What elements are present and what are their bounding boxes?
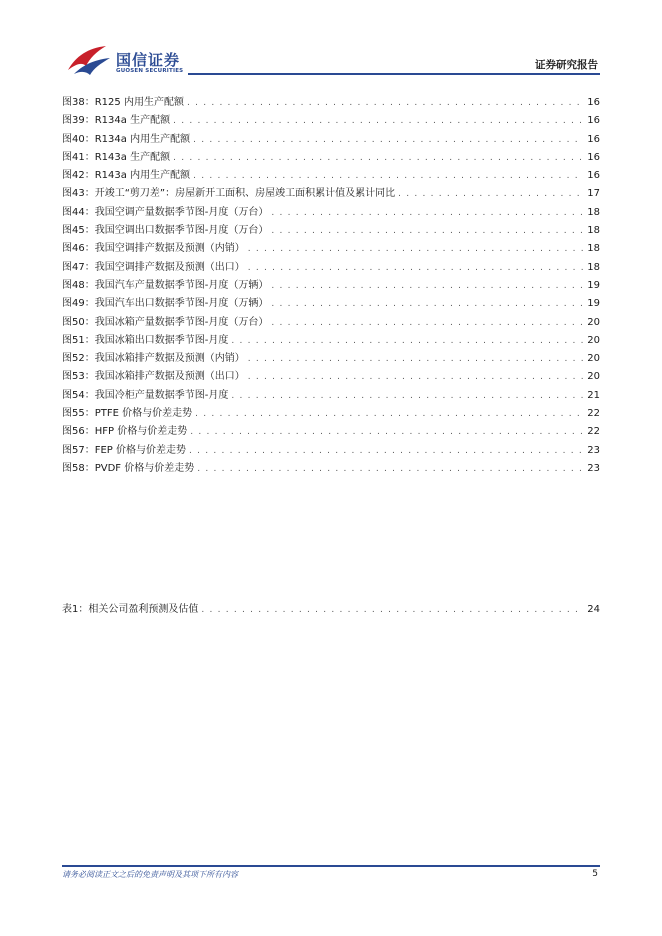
toc-leader-dots [271,208,583,218]
toc-entry-page: 16 [587,151,600,163]
toc-entry-title: 我国空调排产数据及预测（出口） [94,261,245,273]
toc-entry-label: 图47： [62,261,95,273]
toc-entry-title: 我国冰箱排产数据及预测（内销） [94,353,245,365]
toc-entry[interactable] [62,276,600,294]
toc-leader-dots [398,189,583,199]
toc-entry-label: 图49： [62,298,95,310]
toc-entry-page: 19 [587,279,600,291]
toc-entry-label: 图51： [62,334,95,346]
toc-entry-title: R134a 生产配额 [94,115,171,127]
toc-entry-page: 18 [587,206,600,218]
toc-leader-dots [189,446,583,456]
toc-entry-title: R143a 内用生产配额 [94,170,191,182]
toc-leader-dots [271,318,583,328]
toc-leader-dots [195,409,583,419]
toc-entry[interactable] [62,148,600,166]
header-divider [188,73,600,75]
toc-entry-page: 16 [587,170,600,182]
toc-entry-page: 18 [587,243,600,255]
toc-entry[interactable] [62,349,600,367]
toc-entry[interactable] [62,166,600,184]
toc-entry-label: 图58： [62,462,95,474]
toc-entry[interactable] [62,221,600,239]
toc-entry-label: 图43： [62,188,95,200]
guosen-logo-icon [66,44,112,76]
toc-entry[interactable] [62,111,600,129]
toc-entry-label: 表1： [62,604,89,615]
toc-entry-label: 图41： [62,151,95,163]
toc-entry-title: R134a 内用生产配额 [94,133,191,145]
table-toc-list [62,600,600,618]
toc-leader-dots [187,98,583,108]
toc-leader-dots [271,226,583,236]
toc-leader-dots [173,116,583,126]
toc-entry-page: 20 [587,371,600,383]
toc-entry[interactable] [62,239,600,257]
toc-entry-page: 16 [587,97,600,108]
report-type: 证券研究报告 [535,59,598,71]
toc-entry-page: 20 [587,353,600,365]
toc-entry-page: 23 [587,444,600,456]
toc-entry-title: 我国冷柜产量数据季节图-月度 [94,389,229,401]
toc-entry-page: 23 [587,462,600,474]
toc-entry-title: 我国冰箱出口数据季节图-月度 [94,334,229,346]
toc-entry-page: 16 [587,133,600,145]
toc-entry-page: 20 [587,334,600,346]
toc-entry-page: 18 [587,261,600,273]
toc-entry-label: 图40： [62,133,95,145]
toc-leader-dots [201,605,583,615]
toc-entry-title: 我国冰箱产量数据季节图-月度（万台） [94,316,269,328]
toc-entry-label: 图48： [62,279,95,291]
toc-entry-page: 18 [587,225,600,237]
toc-entry[interactable] [62,459,600,477]
toc-entry-title: R143a 生产配额 [94,151,171,163]
toc-entry-title: 我国汽车产量数据季节图-月度（万辆） [94,279,269,291]
toc-entry-title: PTFE 价格与价差走势 [94,408,193,420]
toc-entry-page: 22 [587,426,600,438]
toc-entry-label: 图50： [62,316,95,328]
footer-disclaimer: 请务必阅读正文之后的免责声明及其项下所有内容 [62,870,238,879]
toc-entry[interactable] [62,404,600,422]
toc-entry-title: 我国空调出口数据季节图-月度（万台） [94,225,269,237]
toc-entry-label: 图53： [62,371,95,383]
toc-entry-title: R125 内用生产配额 [94,97,184,108]
toc-leader-dots [271,299,583,309]
toc-entry-label: 图57： [62,444,95,456]
toc-leader-dots [193,171,583,181]
toc-entry[interactable] [62,367,600,385]
toc-entry-page: 17 [587,188,600,200]
toc-entry-page: 20 [587,316,600,328]
toc-entry[interactable] [62,313,600,331]
toc-entry-label: 图38： [62,97,95,108]
toc-entry[interactable] [62,93,600,111]
toc-entry-label: 图44： [62,206,95,218]
toc-entry-label: 图55： [62,408,95,420]
toc-leader-dots [248,372,583,382]
brand-name-cn: 国信证券 [116,51,181,69]
toc-entry-page: 22 [587,408,600,420]
toc-entry-page: 24 [587,604,600,615]
toc-entry-label: 图56： [62,426,95,438]
toc-entry-label: 图54： [62,389,95,401]
toc-leader-dots [190,427,583,437]
toc-entry-title: 相关公司盈利预测及估值 [88,604,199,615]
footer-divider [62,865,600,867]
page-number: 5 [592,869,598,879]
toc-leader-dots [197,464,583,474]
toc-entry-label: 图52： [62,353,95,365]
toc-entry-label: 图45： [62,225,95,237]
toc-entry-title: HFP 价格与价差走势 [94,426,188,438]
toc-leader-dots [248,354,583,364]
toc-entry-title: 我国汽车出口数据季节图-月度（万辆） [94,298,269,310]
toc-entry[interactable] [62,258,600,276]
toc-entry-title: 我国冰箱排产数据及预测（出口） [94,371,245,383]
toc-leader-dots [231,391,583,401]
brand-name-en: GUOSEN SECURITIES [116,68,184,74]
toc-leader-dots [173,153,583,163]
toc-entry-title: FEP 价格与价差走势 [94,444,187,456]
toc-entry-page: 16 [587,115,600,127]
toc-leader-dots [271,281,583,291]
toc-entry[interactable] [62,203,600,221]
toc-entry-page: 19 [587,298,600,310]
toc-leader-dots [248,263,583,273]
figure-toc-list [62,93,600,477]
toc-leader-dots [248,244,583,254]
toc-entry-label: 图39： [62,115,95,127]
toc-entry-title: 我国空调排产数据及预测（内销） [94,243,245,255]
toc-entry[interactable] [62,422,600,440]
toc-entry-label: 图42： [62,170,95,182]
toc-leader-dots [193,135,583,145]
toc-entry[interactable] [62,294,600,312]
toc-entry[interactable] [62,386,600,404]
toc-entry-page: 21 [587,389,600,401]
toc-leader-dots [231,336,583,346]
toc-entry-title: 我国空调产量数据季节图-月度（万台） [94,206,269,218]
toc-entry[interactable] [62,130,600,148]
toc-entry[interactable] [62,184,600,202]
toc-entry-title: 开竣工“剪刀差”：房屋新开工面积、房屋竣工面积累计值及累计同比 [94,188,396,200]
page-header [0,0,662,80]
toc-entry-label: 图46： [62,243,95,255]
toc-entry[interactable] [62,331,600,349]
toc-entry[interactable] [62,441,600,459]
toc-entry[interactable] [62,600,600,618]
toc-entry-title: PVDF 价格与价差走势 [94,462,195,474]
